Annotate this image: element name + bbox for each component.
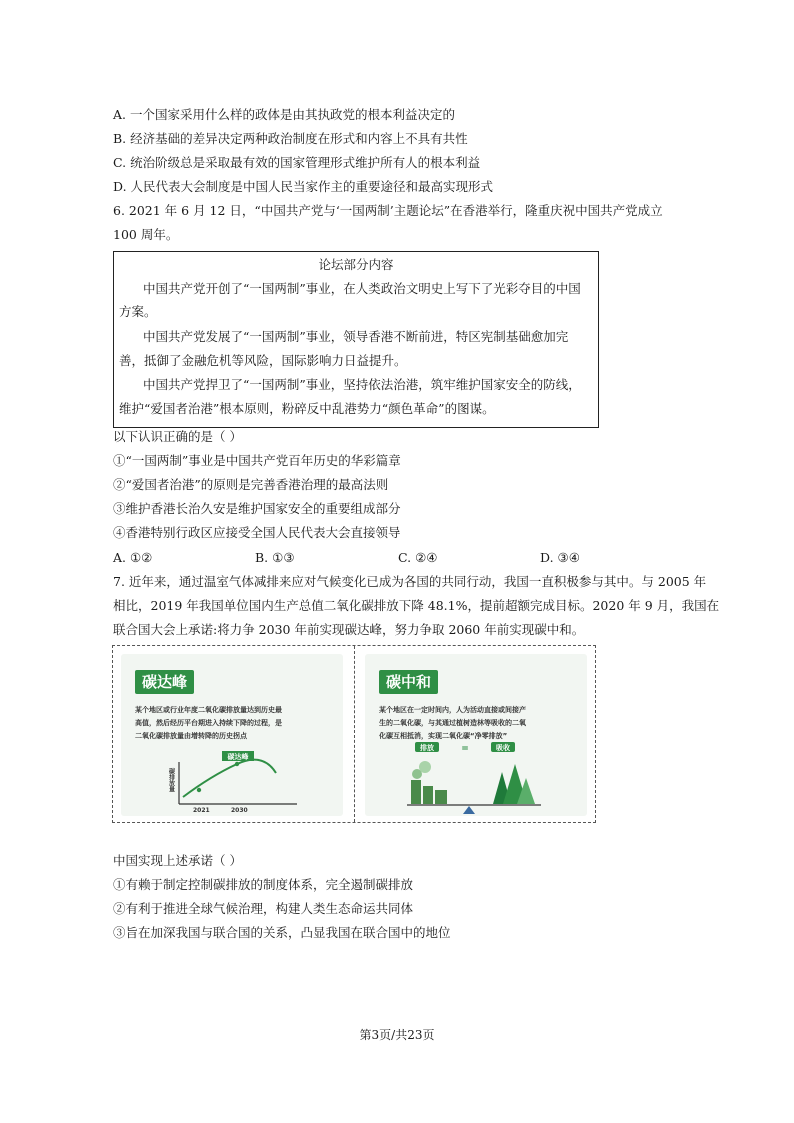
carbon-peak-caption-2: 高值，然后经历平台期进入持续下降的过程，是 — [135, 719, 282, 727]
forum-para-3-line-1: 中国共产党捍卫了“一国两制”事业，坚持依法治港，筑牢维护国家安全的防线， — [143, 377, 581, 392]
carbon-neutral-caption-1: 某个地区在一定时间内，人为活动直接或间接产 — [379, 706, 526, 714]
carbon-neutral-caption-3: 化碳互相抵消，实现二氧化碳“净零排放” — [379, 732, 508, 740]
q6-stem-line-1: 6. 2021 年 6 月 12 日，“中国共产党与‘一国两制’主题论坛”在香港举行，隆重庆祝中国共产党成立 — [113, 203, 663, 218]
q7-stem-line-1: 7. 近年来，通过温室气体减排来应对气候变化已成为各国的共同行动，我国一直积极参与其中。与 2005 年 — [113, 574, 707, 589]
emission-curve — [183, 760, 276, 797]
carbon-peak-chart — [121, 654, 343, 816]
x-tick-peak: 2030 — [231, 807, 248, 814]
forum-box-title: 论坛部分内容 — [318, 257, 394, 272]
factory-icon — [411, 761, 447, 804]
emit-label: 排放 — [420, 744, 434, 752]
forum-para-1-line-1: 中国共产党开创了“一国两制”事业，在人类政治文明史上写下了光彩夺目的中国 — [143, 281, 581, 296]
y-axis-label: 碳排放量 — [167, 768, 175, 792]
equals-sign: = — [461, 744, 469, 754]
carbon-peak-card — [121, 654, 343, 816]
q7-stem-line-3: 联合国大会上承诺:将力争 2030 年前实现碳达峰，努力争取 2060 年前实现碳中和。 — [113, 622, 585, 637]
q5-option-b: B. 经济基础的差异决定两种政治制度在形式和内容上不具有共性 — [113, 131, 468, 146]
carbon-peak-caption-3: 二氧化碳排放量由增转降的历史拐点 — [135, 732, 247, 740]
forum-para-1-line-2: 方案。 — [119, 304, 157, 319]
q6-option-a: A. ①② — [113, 550, 153, 565]
start-point — [197, 788, 201, 792]
q6-option-b: B. ①③ — [255, 550, 295, 565]
carbon-neutral-tag: 碳中和 — [379, 670, 438, 694]
forum-para-3-line-2: 维护“爱国者治港”根本原则，粉碎反中乱港势力“颜色革命”的图谋。 — [119, 401, 495, 416]
q7-item-1: ①有赖于制定控制碳排放的制度体系，完全遏制碳排放 — [113, 877, 414, 892]
peak-label: 碳达峰 — [227, 753, 249, 761]
forum-content-box — [113, 251, 599, 428]
q6-question: 以下认识正确的是（ ） — [113, 429, 242, 444]
q7-question: 中国实现上述承诺（ ） — [113, 853, 242, 868]
carbon-neutral-card — [365, 654, 587, 816]
figure-divider — [354, 646, 355, 822]
q6-option-d: D. ③④ — [540, 550, 580, 565]
q6-option-c: C. ②④ — [398, 550, 438, 565]
balance-illustration — [365, 654, 587, 816]
peak-point — [235, 762, 239, 766]
q5-option-a: A. 一个国家采用什么样的政体是由其执政党的根本利益决定的 — [113, 107, 455, 122]
carbon-peak-caption-1: 某个地区或行业年度二氧化碳排放量达到历史最 — [135, 706, 282, 714]
page-footer: 第3页/共23页 — [359, 1028, 435, 1042]
q6-item-1: ①“一国两制”事业是中国共产党百年历史的华彩篇章 — [113, 453, 401, 468]
q6-item-2: ②“爱国者治港”的原则是完善香港治理的最高法则 — [113, 477, 389, 492]
q7-stem-line-2: 相比，2019 年我国单位国内生产总值二氧化碳排放下降 48.1%，提前超额完成目标。2020 年 9 月，我国在 — [113, 598, 720, 613]
carbon-peak-tag: 碳达峰 — [135, 670, 194, 694]
carbon-figure — [112, 645, 596, 823]
x-tick-start: 2021 — [193, 807, 210, 814]
q6-item-4: ④香港特别行政区应接受全国人民代表大会直接领导 — [113, 525, 401, 540]
trees-icon — [493, 764, 535, 804]
q7-item-2: ②有利于推进全球气候治理，构建人类生态命运共同体 — [113, 901, 414, 916]
absorb-label: 吸收 — [496, 744, 510, 752]
q6-item-3: ③维护香港长治久安是维护国家安全的重要组成部分 — [113, 501, 401, 516]
forum-para-2-line-1: 中国共产党发展了“一国两制”事业，领导香港不断前进，特区宪制基础愈加完 — [143, 329, 569, 344]
q5-option-d: D. 人民代表大会制度是中国人民当家作主的重要途径和最高实现形式 — [113, 179, 494, 194]
balance-fulcrum — [463, 806, 475, 814]
q5-option-c: C. 统治阶级总是采取最有效的国家管理形式维护所有人的根本利益 — [113, 155, 481, 170]
carbon-neutral-caption-2: 生的二氧化碳，与其通过植树造林等吸收的二氧 — [379, 719, 526, 727]
forum-para-2-line-2: 善，抵御了金融危机等风险，国际影响力日益提升。 — [119, 353, 407, 368]
q7-item-3: ③旨在加深我国与联合国的关系，凸显我国在联合国中的地位 — [113, 925, 451, 940]
q6-stem-line-2: 100 周年。 — [113, 227, 179, 242]
